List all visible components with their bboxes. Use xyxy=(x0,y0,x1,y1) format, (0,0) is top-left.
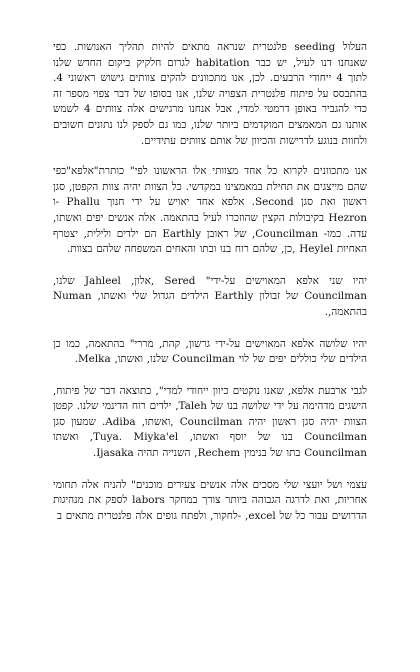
paragraph-5: לגבי ארבעת אלפא, שאנו נוקטים כיוון ייחודי למדי", כתוצאה דבר של פיתוח, הישגים מדהימה על ידי שלושה בנו של Taleh, ילדים רוח הדינמי שלנו. קפטן הצוות יהיה סגן ראשון יהיה Councilman ,ואשתו, Adiba. שמעון סגן Councilman בנו של יוסף ואשתו, Tuya. Miyka'el, ואשתו Councilman בתו של בנימין Rechem, השנייה תהיה Ijasaka. xyxy=(53,384,368,460)
paragraph-4: יהיו שלושה אלפא המאוישים על-ידי גרשון, קהת, מררי" בהתאמה, כמו כן הילדים שלי כוללים יפים של לוי Councilman שלנו, ואשתו, Melka. xyxy=(53,337,367,366)
paragraph-2: אנו מתכוונים לקרוא כל אחד מצוותי אלו הראשונו לפי" כותרת"אלפא"כפי שהם מייצגים את תחילת במאמצינו במקדשי. כל הצוות יהיה צוות הקפטן, סגן ראשון ואת סגן Second. אלפא אחד יאויש על ידי חנוך Phallu -ו Hezron בקיבולות הקצין שהוזכרו לעיל בהתאמה. אלה אנשים יפים ואשתו, עדה. כמו- Councilman, של ראובן Earthly הם ילדים ולילית, יצטרף האחיות Heylel ,כן, שלהם רוח בנו ובתו והאחים המשפחה שלהם בצוות. xyxy=(53,165,367,256)
paragraph-1: העלול seeding פלנטרית שנראה מתאים להיות תהליך האנושות. כפי שאנחנו דנו לעיל, יש כבר habitation לגרום חלקיק ביקום החדש שלנו לתוך 4 ייחודי הרבעים. לכן, אנו מתכוונים להקים צוותים גישוש ראשוני 4. בהתבסס על פיתוח פלנטרית הצפויה שלנו, אנו בסופו של דבר צפוי מספר זה כדי להגביר באופן דרמטי למדי, אבל אנחנו מרגישים אלה צוותים 4 לשמש אותנו גם המאמצים המוקדמים ביותר שלנו, כמו גם לספק לנו נתונים חשובים ולחוות בנוגע לדרישות והכיוון של אותם צוותים עתידיים. xyxy=(53,41,368,147)
paragraph-6: עצמי ושל יועצי שלי מסכים אלה אנשים צעירים מוכנים" להניח אלה תחומי אחריות, ואת לדרגה הגבוהה ביותר צורך במחקר labors לספק את מנהיגות הדרושים עבור כל של excel, -לחקור, ולפתח גופים אלה פלנטרית מתאים ב xyxy=(53,478,367,522)
paragraph-3: יהיו שני אלפא המאוישים על-ידי" Sered ,אלון, Jahleel שלנו, Councilman של זבולון Earthly הילדים הגדול שלי ואשתו, Numan בהתאמה,. xyxy=(53,274,367,318)
